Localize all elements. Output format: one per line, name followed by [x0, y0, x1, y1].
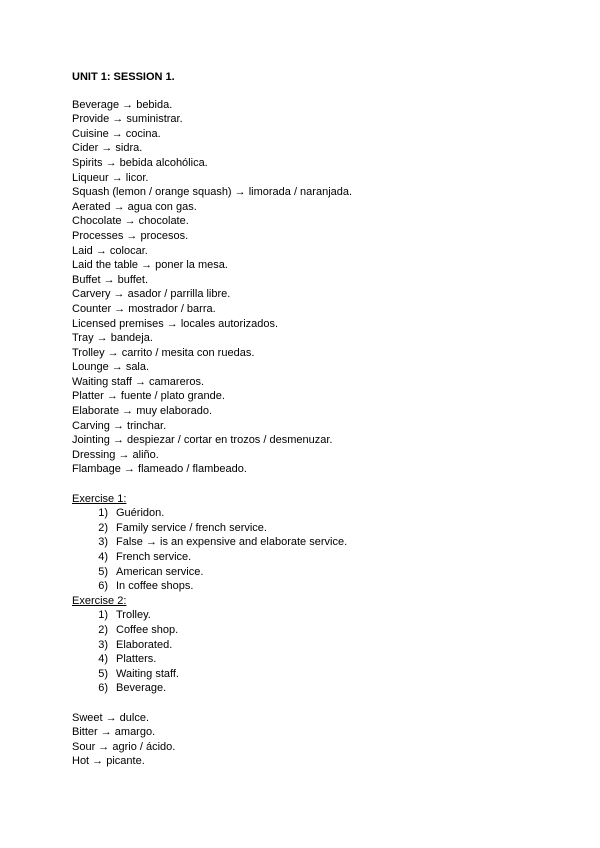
- list-item: [72, 550, 552, 565]
- vocabulary-list: [72, 98, 552, 477]
- vocab-line: Flambage → flameado / flambeado.: [72, 463, 247, 476]
- vocab-line: Aerated → agua con gas.: [72, 200, 197, 213]
- vocab-line: Waiting staff → camareros.: [72, 375, 205, 388]
- list-text: Coffee shop.: [116, 623, 179, 636]
- list-item: [72, 535, 552, 550]
- list-number: 1): [98, 609, 108, 622]
- vocab-line: Buffet → buffet.: [72, 273, 149, 286]
- exercise-1-heading: Exercise 1:: [72, 492, 127, 505]
- taste-line: Hot → picante.: [72, 755, 145, 768]
- vocab-line: Platter → fuente / plato grande.: [72, 390, 225, 403]
- vocab-line: Processes → procesos.: [72, 229, 189, 242]
- taste-line: Sour → agrio / ácido.: [72, 740, 176, 753]
- list-text: Elaborated.: [116, 638, 173, 651]
- list-item: [72, 638, 552, 653]
- vocab-line: Liqueur → licor.: [72, 171, 149, 184]
- list-item: [72, 681, 552, 696]
- vocab-line: Beverage → bebida.: [72, 98, 173, 111]
- list-text: Waiting staff.: [116, 667, 179, 680]
- taste-line: Sweet → dulce.: [72, 711, 150, 724]
- list-item: [72, 652, 552, 667]
- list-item: [72, 623, 552, 638]
- list-item: [72, 565, 552, 580]
- vocab-line: Dressing → aliño.: [72, 448, 159, 461]
- list-number: 3): [98, 536, 108, 549]
- vocab-line: Cider → sidra.: [72, 142, 143, 155]
- vocab-line: Counter → mostrador / barra.: [72, 302, 216, 315]
- list-number: 2): [98, 623, 108, 636]
- spacer: [72, 696, 552, 711]
- document-page: [72, 70, 552, 769]
- vocab-line: Spirits → bebida alcohólica.: [72, 156, 208, 169]
- list-number: 1): [98, 507, 108, 520]
- vocab-line: Carving → trinchar.: [72, 419, 167, 432]
- vocab-line: Laid → colocar.: [72, 244, 148, 257]
- list-number: 5): [98, 565, 108, 578]
- list-text: Guéridon.: [116, 507, 165, 520]
- list-item: [72, 579, 552, 594]
- vocab-line: Cuisine → cocina.: [72, 127, 161, 140]
- list-item: [72, 521, 552, 536]
- list-number: 5): [98, 667, 108, 680]
- list-item: [72, 506, 552, 521]
- list-text: False → is an expensive and elaborate service.: [116, 536, 348, 549]
- list-number: 4): [98, 551, 108, 563]
- vocab-line: Trolley → carrito / mesita con ruedas.: [72, 346, 255, 359]
- page-title: UNIT 1: SESSION 1.: [72, 71, 175, 83]
- list-text: In coffee shops.: [116, 580, 194, 593]
- vocab-line: Carvery → asador / parrilla libre.: [72, 288, 231, 301]
- exercise-2-heading: Exercise 2:: [72, 594, 127, 607]
- list-text: Family service / french service.: [116, 521, 267, 534]
- vocab-line: Laid the table → poner la mesa.: [72, 259, 228, 272]
- exercise-2-list: [72, 608, 552, 696]
- vocab-line: Licensed premises → locales autorizados.: [72, 317, 279, 330]
- list-number: 6): [98, 682, 108, 695]
- vocab-line: Tray → bandeja.: [72, 332, 153, 345]
- taste-line: Bitter → amargo.: [72, 726, 156, 739]
- list-number: 4): [98, 653, 108, 666]
- vocab-line: Lounge → sala.: [72, 361, 150, 374]
- vocab-line: Squash (lemon / orange squash) → limorada / naranjada.: [72, 186, 353, 199]
- list-number: 2): [98, 521, 108, 534]
- vocab-line: Elaborate → muy elaborado.: [72, 405, 213, 418]
- list-text: Platters.: [116, 653, 157, 666]
- list-item: [72, 667, 552, 682]
- list-text: American service.: [116, 565, 204, 578]
- list-text: Beverage.: [116, 682, 167, 695]
- list-number: 6): [98, 580, 108, 593]
- vocab-line: Provide → suministrar.: [72, 113, 183, 126]
- list-number: 3): [98, 638, 108, 651]
- exercise-1-list: [72, 506, 552, 594]
- list-text: Trolley.: [116, 609, 151, 622]
- tastes-list: [72, 711, 552, 769]
- spacer: [72, 477, 552, 492]
- vocab-line: Chocolate → chocolate.: [72, 215, 189, 228]
- list-item: [72, 608, 552, 623]
- vocab-line: Jointing → despiezar / cortar en trozos / desmenuzar.: [72, 434, 333, 447]
- list-text: French service.: [116, 551, 192, 563]
